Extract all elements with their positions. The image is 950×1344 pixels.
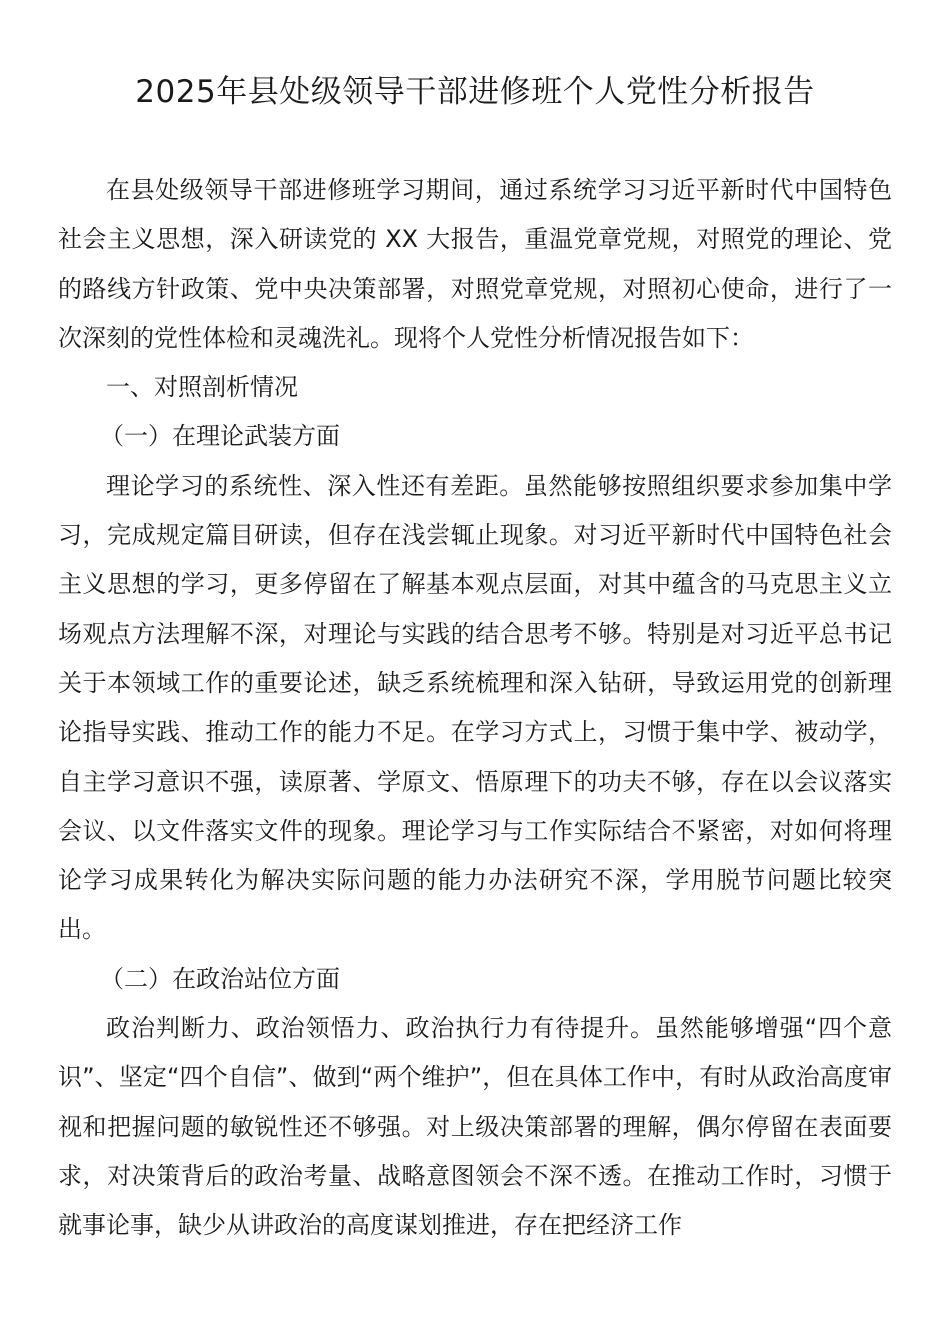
section-heading-1: 一、对照剖析情况	[106, 373, 298, 402]
intro-paragraph: 在县处级领导干部进修班学习期间，通过系统学习习近平新时代中国特色社会主义思想，深入研读党的 XX 大报告，重温党章党规，对照党的理论、党的路线方针政策、党中央决策部署，对照党章党规，对照初心使命，进行了一次深刻的党性体检和灵魂洗礼。现将个人党性分析情况报告如下：	[58, 176, 892, 352]
politics-paragraph: 政治判断力、政治领悟力、政治执行力有待提升。虽然能够增强“四个意识”、坚定“四个自信”、做到“两个维护”，但在具体工作中，有时从政治高度审视和把握问题的敏锐性还不够强。对上级决策部署的理解，偶尔停留在表面要求，对决策背后的政治考量、战略意图领会不深不透。在推动工作时，习惯于就事论事，缺少从讲政治的高度谋划推进，存在把经济工作	[58, 1014, 892, 1240]
theory-paragraph: 理论学习的系统性、深入性还有差距。虽然能够按照组织要求参加集中学习，完成规定篇目研读，但存在浅尝辄止现象。对习近平新时代中国特色社会主义思想的学习，更多停留在了解基本观点层面，对其中蕴含的马克思主义立场观点方法理解不深，对理论与实践的结合思考不够。特别是对习近平总书记关于本领域工作的重要论述，缺乏系统梳理和深入钻研，导致运用党的创新理论指导实践、推动工作的能力不足。在学习方式上，习惯于集中学、被动学，自主学习意识不强，读原著、学原文、悟原理下的功夫不够，存在以会议落实会议、以文件落实文件的现象。理论学习与工作实际结合不紧密，对如何将理论学习成果转化为解决实际问题的能力办法研究不深，学用脱节问题比较突出。	[58, 471, 892, 944]
page-title: 2025年县处级领导干部进修班个人党性分析报告	[135, 74, 815, 110]
subsection-heading-1: （一）在理论武装方面	[100, 422, 340, 451]
document-body	[58, 166, 892, 1251]
subsection-heading-2: （二）在政治站位方面	[100, 964, 340, 993]
